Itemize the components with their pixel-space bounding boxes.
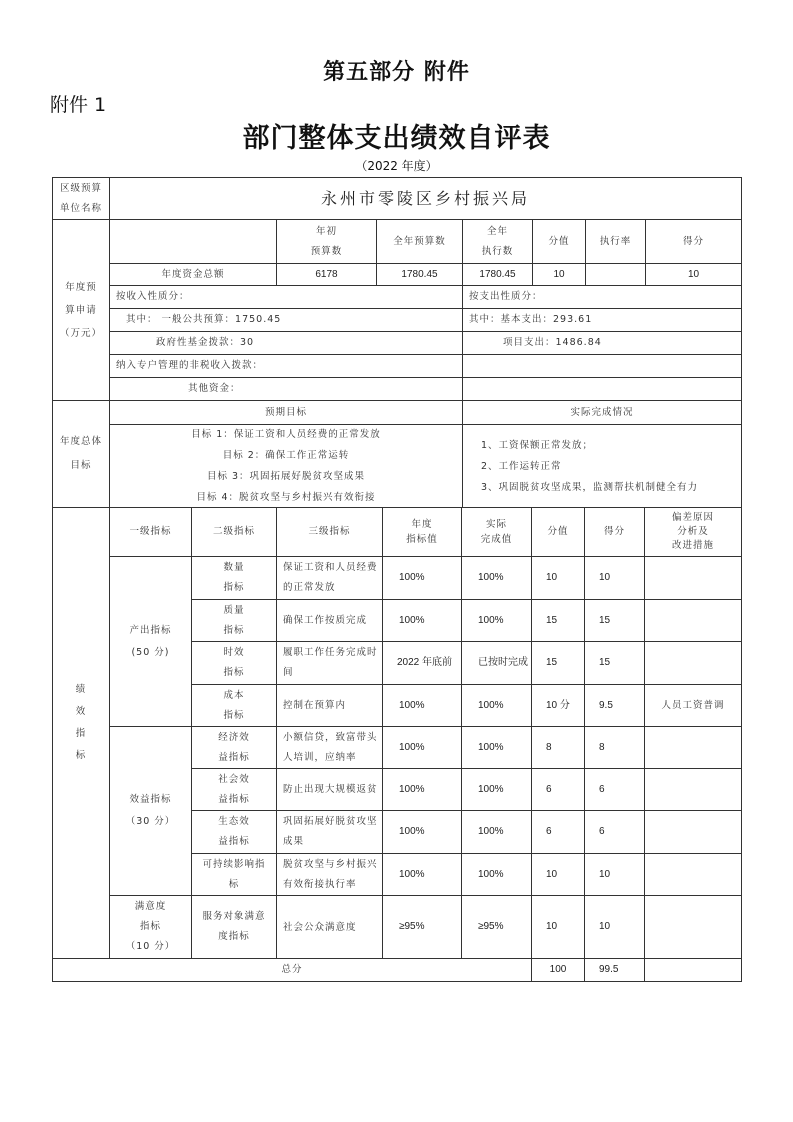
total-exec-rate <box>585 263 646 286</box>
gov-fund-allocation: 政府性基金拨款：30 <box>109 331 463 355</box>
total-score-value: 10 <box>532 263 586 286</box>
target-value-text: 100% <box>399 614 425 626</box>
group-satisfaction-label2: 指标 <box>139 921 161 932</box>
level3-text: 履职工作任务完成时间 <box>283 647 378 678</box>
attachment-label: 附件 1 <box>50 94 107 116</box>
score-value-text: 8 <box>546 741 552 753</box>
actual-completion-header: 实际完成情况 <box>462 400 742 425</box>
header-level3: 三级指标 <box>276 507 383 557</box>
score-achieved-text: 15 <box>599 657 611 668</box>
header-target-line1: 年度 <box>411 519 433 530</box>
target-value <box>382 895 462 959</box>
score-achieved-text: 10 <box>599 921 611 932</box>
score-value <box>531 810 585 854</box>
score-value-text: 6 <box>546 826 552 837</box>
actual-item: 2、工作运转正常 <box>481 460 562 472</box>
group-benefit <box>109 726 192 896</box>
actual-item: 3、巩固脱贫攻坚成果，监测帮扶机制健全有力 <box>481 481 699 493</box>
score-achieved <box>584 599 645 642</box>
score-achieved <box>584 556 645 600</box>
level2-indicator <box>191 641 277 685</box>
score-achieved-text: 6 <box>599 783 605 795</box>
budget-label-line2: 算申请 <box>65 304 97 316</box>
score-value-text: 10 分 <box>546 699 570 711</box>
score-achieved-text: 9.5 <box>599 699 613 711</box>
expected-goal: 目标 3：巩固拓展好脱贫攻坚成果 <box>206 471 366 482</box>
score-value <box>531 556 585 600</box>
target-value-text: 100% <box>399 572 425 583</box>
target-value-text: 100% <box>399 783 425 795</box>
score-achieved <box>584 726 645 769</box>
actual-value <box>461 768 532 811</box>
header-score: 得分 <box>584 507 645 557</box>
level2-line: 生态效 <box>218 816 250 827</box>
goals-label-line2: 目标 <box>70 460 92 471</box>
total-score: 10 <box>645 263 742 286</box>
goals-label-line1: 年度总体 <box>59 436 102 447</box>
score-achieved <box>584 768 645 811</box>
level3-indicator <box>276 641 383 685</box>
score-achieved-text: 8 <box>599 741 605 753</box>
level2-indicator <box>191 684 277 727</box>
year-label: （2022 年度） <box>355 159 438 173</box>
target-value-text: 100% <box>399 741 425 753</box>
score-value <box>531 768 585 811</box>
header-deviation-line2: 分析及 <box>677 526 709 537</box>
actual-value-text: ≥95% <box>478 921 504 932</box>
group-output-label: 产出指标 <box>129 624 172 636</box>
actual-value-text: 已按时完成 <box>478 657 528 668</box>
score-achieved <box>584 853 645 896</box>
unit-label-line2: 单位名称 <box>59 202 102 214</box>
form-title: 部门整体支出绩效自评表 <box>242 123 551 154</box>
group-satisfaction <box>109 895 192 959</box>
score-achieved <box>584 684 645 727</box>
col-executed-line1: 全年 <box>486 225 508 237</box>
header-deviation <box>644 507 742 557</box>
target-value <box>382 599 462 642</box>
level3-text: 巩固拓展好脱贫攻坚成果 <box>283 816 378 847</box>
blank-cell <box>462 354 742 378</box>
header-deviation-line1: 偏差原因 <box>671 512 714 523</box>
group-benefit-points: （30 分） <box>125 816 176 827</box>
level2-indicator <box>191 768 277 811</box>
col-initial-budget <box>276 219 377 264</box>
deviation-reason <box>644 768 742 811</box>
col-score-value: 分值 <box>532 219 586 264</box>
group-satisfaction-points: （10 分） <box>125 941 176 952</box>
unit-label-line1: 区级预算 <box>59 182 102 194</box>
target-value-text: ≥95% <box>399 921 425 932</box>
score-value-text: 10 <box>546 868 558 880</box>
level2-line: 指标 <box>223 667 245 678</box>
actual-value-text: 100% <box>478 572 504 583</box>
blank-cell <box>462 377 742 401</box>
level3-indicator <box>276 895 383 959</box>
deviation-reason <box>644 684 742 727</box>
deviation-reason-text: 人员工资普调 <box>661 699 725 711</box>
level2-indicator <box>191 810 277 854</box>
score-value <box>531 726 585 769</box>
header-target-line2: 指标值 <box>406 534 438 545</box>
deviation-reason <box>644 810 742 854</box>
target-value-text: 100% <box>399 826 425 837</box>
score-value <box>531 599 585 642</box>
target-value <box>382 641 462 685</box>
actual-item: 1、工资保额正常发放； <box>481 439 594 451</box>
level3-text: 保证工资和人员经费的正常发放 <box>283 562 378 593</box>
header-level1: 一级指标 <box>109 507 192 557</box>
header-actual-line1: 实际 <box>485 519 507 530</box>
total-annual: 1780.45 <box>376 263 463 286</box>
score-value-text: 10 <box>546 572 558 583</box>
header-deviation-line3: 改进措施 <box>671 540 714 551</box>
score-achieved <box>584 641 645 685</box>
indicators-label-char: 效 <box>75 706 87 717</box>
total-executed: 1780.45 <box>462 263 533 286</box>
col-executed <box>462 219 533 264</box>
level2-line: 指标 <box>223 582 245 593</box>
score-value-text: 15 <box>546 657 558 668</box>
level2-indicator <box>191 599 277 642</box>
target-value-text: 100% <box>399 868 425 880</box>
budget-section-label <box>52 219 110 401</box>
level2-indicator <box>191 726 277 769</box>
score-value-text: 6 <box>546 783 552 795</box>
actual-completion-list <box>462 424 742 508</box>
level3-indicator <box>276 684 383 727</box>
score-value <box>531 853 585 896</box>
income-nature-label: 按收入性质分： <box>109 285 463 309</box>
col-score: 得分 <box>645 219 742 264</box>
budget-label-line1: 年度预 <box>65 281 97 293</box>
level2-line: 成本 <box>223 689 245 701</box>
indicators-label-char: 标 <box>75 750 87 761</box>
budget-header-blank <box>109 219 277 264</box>
score-achieved-text: 10 <box>599 868 611 880</box>
score-value <box>531 684 585 727</box>
score-achieved-text: 15 <box>599 614 611 626</box>
actual-value-text: 100% <box>478 614 504 626</box>
total-funds-label: 年度资金总额 <box>109 263 277 286</box>
actual-value <box>461 599 532 642</box>
header-score-value: 分值 <box>531 507 585 557</box>
total-deviation <box>644 958 742 982</box>
actual-value-text: 100% <box>478 826 504 837</box>
actual-value <box>461 726 532 769</box>
actual-value <box>461 641 532 685</box>
level3-text: 脱贫攻坚与乡村振兴有效衔接执行率 <box>283 859 378 890</box>
actual-value <box>461 895 532 959</box>
group-satisfaction-label1: 满意度 <box>134 901 167 912</box>
target-value <box>382 768 462 811</box>
indicators-label-char: 指 <box>75 728 87 739</box>
actual-value-text: 100% <box>478 741 504 753</box>
level3-text: 社会公众满意度 <box>283 921 357 933</box>
col-executed-line2: 执行数 <box>481 245 514 257</box>
special-account-income: 纳入专户管理的非税收入拨款： <box>109 354 463 378</box>
score-value-text: 15 <box>546 614 558 626</box>
total-score-value: 100 <box>531 958 585 982</box>
level3-indicator <box>276 726 383 769</box>
level2-line: 益指标 <box>218 836 250 847</box>
actual-value-text: 100% <box>478 699 504 711</box>
general-public-budget: 其中： 一般公共预算：1750.45 <box>109 308 463 332</box>
score-value-text: 10 <box>546 921 558 932</box>
level2-line: 质量 <box>223 604 245 616</box>
actual-value <box>461 684 532 727</box>
level3-indicator <box>276 556 383 600</box>
level2-line: 数量 <box>223 562 245 573</box>
expected-goal: 目标 4：脱贫攻坚与乡村振兴有效衔接 <box>196 492 376 503</box>
deviation-reason <box>644 726 742 769</box>
level2-line: 时效 <box>223 647 245 658</box>
level2-indicator <box>191 556 277 600</box>
target-value-text: 100% <box>399 699 425 711</box>
col-annual-budget: 全年预算数 <box>376 219 463 264</box>
indicators-label-char: 绩 <box>75 684 87 695</box>
actual-value-text: 100% <box>478 783 504 795</box>
deviation-reason <box>644 853 742 896</box>
project-expense: 项目支出：1486.84 <box>462 331 742 355</box>
level2-line: 服务对象满意 <box>202 911 266 922</box>
col-initial-line1: 年初 <box>315 225 337 237</box>
target-value <box>382 726 462 769</box>
expense-nature-label: 按支出性质分： <box>462 285 742 309</box>
level2-line: 度指标 <box>218 931 250 942</box>
expected-goal: 目标 1：保证工资和人员经费的正常发放 <box>191 429 381 440</box>
target-value <box>382 853 462 896</box>
level3-indicator <box>276 768 383 811</box>
level3-text: 防止出现大规模返贫 <box>283 784 378 795</box>
level3-indicator <box>276 810 383 854</box>
total-score-achieved: 99.5 <box>584 958 645 982</box>
actual-value-text: 100% <box>478 868 504 880</box>
header-actual-line2: 完成值 <box>480 534 513 545</box>
actual-value <box>461 556 532 600</box>
level3-indicator <box>276 853 383 896</box>
level3-indicator <box>276 599 383 642</box>
score-achieved-text: 10 <box>599 572 611 583</box>
level2-indicator <box>191 895 277 959</box>
expected-goals-list <box>109 424 463 508</box>
indicators-section-label <box>52 507 110 959</box>
goals-section-label <box>52 400 110 508</box>
level2-line: 经济效 <box>218 731 250 743</box>
total-score-label: 总分 <box>52 958 532 982</box>
level2-line: 社会效 <box>218 773 250 785</box>
expected-goal: 目标 2：确保工作正常运转 <box>222 450 350 461</box>
header-actual <box>461 507 532 557</box>
level2-line: 指标 <box>223 624 245 636</box>
score-achieved <box>584 895 645 959</box>
header-target <box>382 507 462 557</box>
unit-label-cell <box>52 177 110 220</box>
score-value <box>531 641 585 685</box>
other-funds: 其他资金： <box>109 377 463 401</box>
total-initial: 6178 <box>276 263 377 286</box>
level3-text: 确保工作按质完成 <box>283 615 368 626</box>
col-exec-rate: 执行率 <box>585 219 646 264</box>
actual-value <box>461 810 532 854</box>
group-output-points: (50 分) <box>131 646 170 658</box>
score-achieved-text: 6 <box>599 826 605 837</box>
target-value-text: 2022 年底前 <box>397 657 453 668</box>
basic-expense: 其中：基本支出：293.61 <box>462 308 742 332</box>
level2-indicator <box>191 853 277 896</box>
target-value <box>382 684 462 727</box>
group-benefit-label: 效益指标 <box>129 794 172 805</box>
level2-line: 益指标 <box>218 793 250 805</box>
target-value <box>382 556 462 600</box>
level3-text: 小额信贷，致富带头人培训，应纳率 <box>283 732 378 763</box>
deviation-reason <box>644 895 742 959</box>
deviation-reason <box>644 641 742 685</box>
deviation-reason <box>644 556 742 600</box>
level3-text: 控制在预算内 <box>283 700 347 711</box>
level2-line: 益指标 <box>218 751 250 763</box>
budget-label-line3: （万元） <box>59 327 102 339</box>
score-value <box>531 895 585 959</box>
level2-line: 指标 <box>223 709 245 721</box>
part-title: 第五部分 附件 <box>323 60 470 85</box>
score-achieved <box>584 810 645 854</box>
target-value <box>382 810 462 854</box>
deviation-reason <box>644 599 742 642</box>
unit-name: 永州市零陵区乡村振兴局 <box>109 177 742 220</box>
col-initial-line2: 预算数 <box>310 245 343 257</box>
actual-value <box>461 853 532 896</box>
group-output <box>109 556 192 727</box>
level2-line: 可持续影响指 <box>202 858 266 870</box>
header-level2: 二级指标 <box>191 507 277 557</box>
level2-line: 标 <box>228 878 240 890</box>
expected-goals-header: 预期目标 <box>109 400 463 425</box>
